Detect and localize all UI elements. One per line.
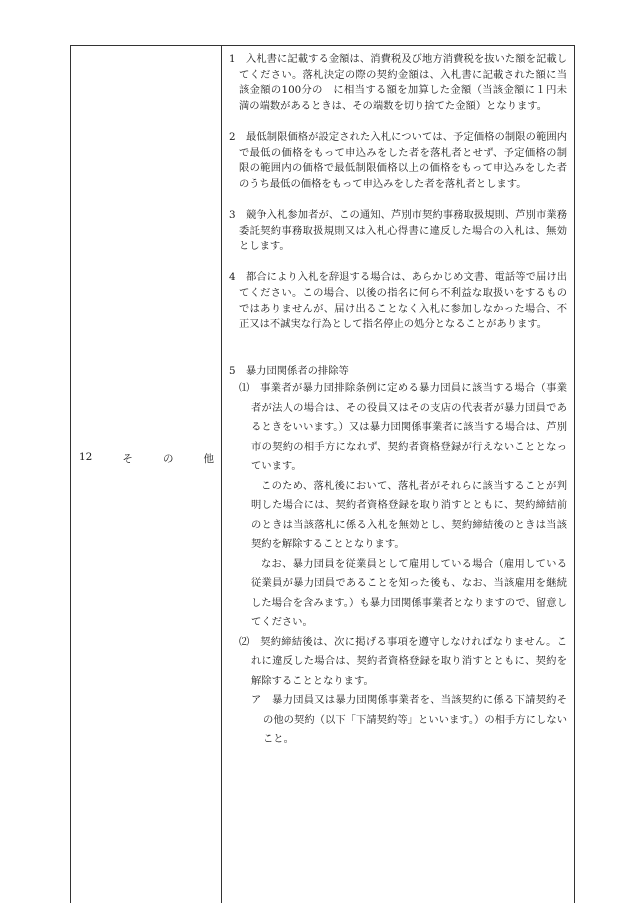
- item-5-1-c: なお、暴力団員を従業員として雇用している場合（雇用している従業員が暴力団員であることを知った後も、なお、当該雇用を継続した場合を含みます。）も暴力団関係事業者となりますので、留意してください。: [251, 557, 567, 629]
- item-5-2: ⑵ 契約締結後は、次に掲げる事項を遵守しなければなりません。これに違反した場合は、契約者資格登録を取り消すとともに、契約を解除することとなります。: [239, 635, 567, 687]
- row-label-char-1: そ: [122, 453, 133, 465]
- row-label-char-2: の: [162, 453, 174, 465]
- item-3-invalid-bid: 3 競争入札参加者が、この通知、芦別市契約事務取扱規則、芦別市業務委託契約事務取扱規則又は入札心得書に違反した場合の入札は、無効とします。: [229, 208, 567, 253]
- row-label-other: [79, 451, 214, 466]
- column-divider: [221, 46, 222, 903]
- item-5-1-b: このため、落札後において、落札者がそれらに該当することが判明した場合には、契約者資格登録を取り消すとともに、契約締結前のときは当該落札に係る入札を無効とし、契約締結後のときは当該契約を解除することとなります。: [251, 479, 567, 551]
- item-1-price: 1 入札書に記載する金額は、消費税及び地方消費税を抜いた額を記載してください。落札決定の際の契約金額は、入札書に記載された額に当該金額の100分の に相当する額を加算した金額（当該金額に１円未満の端数があるときは、その端数を切り捨てた金額）となります。: [229, 53, 567, 112]
- item-2-minimum-price: 2 最低制限価格が設定された入札については、予定価格の制限の範囲内で最低の価格をもって申込みをした者を落札者とせず、予定価格の制限の範囲内の価格で最低制限価格以上の価格をもって申込みをした者のうち最低の価格をもって申込みをした者を落札者とします。: [229, 130, 567, 190]
- row-content: [229, 52, 567, 750]
- item-4-withdrawal: 4 都合により入札を辞退する場合は、あらかじめ文書、電話等で届け出てください。この場合、以後の指名に何ら不利益な取扱いをするものではありませんが、届け出ることなく入札に参加しなかった場合、不正又は不誠実な行為として指名停止の処分となることがあります。: [229, 271, 567, 331]
- row-label-char-3: 他: [203, 453, 214, 465]
- item-5-title: 5 暴力団関係者の排除等: [229, 364, 349, 377]
- item-5-2-a: ア 暴力団員又は暴力団関係事業者を、当該契約に係る下請契約その他の契約（以下「下請契約等」といいます。）の相手方にしないこと。: [251, 694, 567, 746]
- item-5-1: ⑴ 事業者が暴力団排除条例に定める暴力団員に該当する場合（事業者が法人の場合は、その役員又はその支店の代表者が暴力団員であるときをいいます。）又は暴力団関係事業者に該当する場合は、芦別市の契約の相手方になれず、契約者資格登録が行えないこととなっています。: [239, 382, 567, 473]
- row-number: 12: [79, 451, 93, 463]
- conditions-table: [70, 45, 575, 903]
